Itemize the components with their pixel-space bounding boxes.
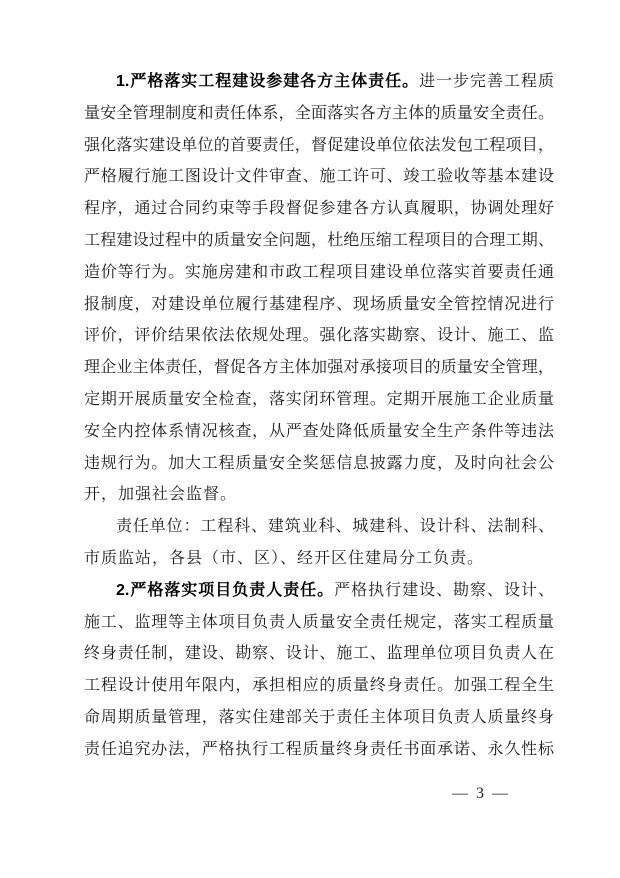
responsibility-line-2: 市质监站，各县（市、区）、经开区住建局分工负责。 <box>84 549 485 567</box>
text-line: 量安全管理制度和责任体系，全面落实各方主体的质量安全责任。 <box>84 104 554 122</box>
text-line: 造价等行为。实施房建和市政工程项目建设单位落实首要责任通 <box>84 263 554 281</box>
text-line: 定期开展质量安全检查，落实闭环管理。定期开展施工企业质量 <box>84 390 554 408</box>
text-line: 工程设计使用年限内，承担相应的质量终身责任。加强工程全生 <box>84 677 554 695</box>
paragraph-2-heading: 2.严格落实项目负责人责任。 <box>116 581 335 599</box>
text-line: 违规行为。加大工程质量安全奖惩信息披露力度，及时向社会公 <box>84 454 554 472</box>
text-line: 程序，通过合同约束等手段督促参建各方认真履职，协调处理好 <box>84 200 554 218</box>
document-text-block <box>84 66 554 766</box>
paragraph-1-first-line <box>84 66 554 98</box>
text-line: 报制度，对建设单位履行基建程序、现场质量安全管控情况进行 <box>84 295 554 313</box>
text-line: 严格履行施工图设计文件审查、施工许可、竣工验收等基本建设 <box>84 168 554 186</box>
paragraph-2-first-line-rest: 严格执行建设、勘察、设计、 <box>334 581 554 599</box>
text-line: 开，加强社会监督。 <box>84 486 238 504</box>
text-line: 理企业主体责任，督促各方主体加强对承接项目的质量安全管理， <box>84 359 554 377</box>
text-line: 施工、监理等主体项目负责人质量安全责任规定，落实工程质量 <box>84 613 554 631</box>
text-line: 终身责任制，建设、勘察、设计、施工、监理单位项目负责人在 <box>84 645 554 663</box>
responsibility-line-1: 责任单位：工程科、建筑业科、城建科、设计科、法制科、 <box>116 518 554 536</box>
text-line: 命周期质量管理，落实住建部关于责任主体项目负责人质量终身 <box>84 708 554 726</box>
paragraph-1-first-line-rest: 进一步完善工程质 <box>419 73 554 90</box>
paragraph-1-heading: 1.严格落实工程建设参建各方主体责任。 <box>116 73 420 90</box>
text-line: 工程建设过程中的质量安全问题，杜绝压缩工程项目的合理工期、 <box>84 231 554 249</box>
text-line: 责任追究办法，严格执行工程质量终身责任书面承诺、永久性标 <box>84 740 554 758</box>
text-line: 评价，评价结果依法依规处理。强化落实勘察、设计、施工、监 <box>84 327 554 345</box>
page-number: — 3 — <box>452 785 510 802</box>
paragraph-2-first-line <box>84 575 554 607</box>
text-line: 强化落实建设单位的首要责任，督促建设单位依法发包工程项目， <box>84 136 554 154</box>
text-line: 安全内控体系情况核查，从严查处降低质量安全生产条件等违法 <box>84 422 554 440</box>
